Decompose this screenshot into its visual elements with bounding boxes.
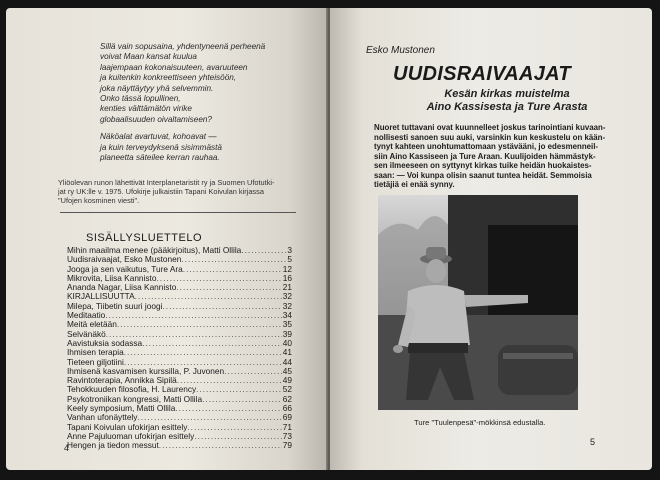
toc-entry-title: Tapani Koivulan ufokirjan esittely [67,421,188,432]
poem-text [100,42,300,163]
toc-leader-dots [181,255,286,264]
toc-entry-page: 35 [282,319,292,330]
poem-line: planeetta säteilee kerran rauhaa. [100,153,220,163]
intro-line: tynyt kahteen unohtumattomaan ystävääni, jo edesmenneil- [374,142,599,151]
toc-entry-title: Aavistuksia sodassa [67,337,143,348]
article-author: Esko Mustonen [366,45,435,56]
toc-entry-title: Meditaatio [67,310,106,321]
toc-entry-title: Mikrovita, Liisa Kannisto [67,272,157,283]
toc-entry-title: Ihmisenä kasvamisen kurssilla, P. Juvonen [67,365,225,376]
toc-leader-dots [105,311,281,320]
toc-entry-page: 71 [282,421,292,432]
poem-line: Näköalat avartuvat, kohoavat — [100,132,217,142]
toc-entry-title: Keely symposium, Matti Ollila [67,403,176,414]
poem-line: globaalisuuden oivaltamiseen? [100,114,212,124]
intro-line: siin Aino Kassiseen ja Ture Araan. Kuulijoiden hämmästyk- [374,151,596,161]
toc-leader-dots [224,367,282,376]
toc-leader-dots [142,339,282,348]
toc-entry-page: 12 [282,263,292,274]
poem-line: Sillä vain sopusaina, yhdentyneenä perheenä [100,42,266,51]
intro-line: nollisesti sanoen suu auki, varsinkin kun keskustelu on kään- [374,132,606,142]
subhead-line: Aino Kassisesta ja Ture Arasta [426,100,588,113]
toc-entry-page: 66 [282,403,292,414]
toc-leader-dots [187,423,281,432]
intro-line: tietäjiä ei enää synny. [374,180,455,189]
photo-caption: Ture "Tuulenpesä"-mökkinsä edustalla. [414,418,546,427]
intro-line: sen ilmeeseen on syttynyt kirkas tuike heidän huokaistes- [374,161,592,170]
article-photo [378,195,578,410]
toc-entry-title: Vanhan ufonäyttely [67,412,138,423]
toc-entry-title: Selvänäkö [67,328,106,339]
toc-entry-page: 32 [282,291,292,302]
toc-leader-dots [162,302,281,311]
toc-leader-dots [196,385,282,394]
toc-leader-dots [124,348,282,357]
section-divider [60,212,296,213]
toc-entry-title: Ravintoterapia, Annikka Sipilä [67,375,177,386]
toc-entry-page: 45 [282,365,292,376]
toc-entry-page: 79 [282,440,292,451]
toc-entry-title: Tehokkuuden filosofia, H. Laurency [67,384,197,395]
toc-entry-page: 52 [282,384,292,395]
poem-line: Onko tässä lopullinen, [100,94,181,104]
toc-entry-page: 3 [287,245,292,255]
toc-leader-dots [183,265,282,274]
page-number-left: 4 [64,443,70,453]
toc-entry-page: 39 [282,328,292,339]
credit-line: "Ufojen kosminen viesti". [58,196,140,205]
poem-line: kenties välttämätön virike [100,104,192,114]
poem-line: laajempaan kokonaisuuteen, avaruuteen [100,62,248,72]
toc-entry [67,441,292,450]
toc-leader-dots [175,404,281,413]
article-intro [374,123,606,190]
toc-entry-page: 49 [282,375,292,386]
toc-entry-title: Milepa, Tiibetin suuri joogi [67,300,163,311]
poem-credit [58,178,298,205]
toc-leader-dots [159,441,282,450]
credit-line: jat ry UK:lle v. 1975. Ufokirje julkaistiin Tapani Koivulan kirjassa [58,187,264,196]
toc-entry-title: KIRJALLISUUTTA [67,291,135,302]
table-of-contents [67,246,292,451]
toc-leader-dots [241,246,286,255]
toc-entry-page: 21 [282,282,292,293]
toc-entry-page: 34 [282,310,292,321]
toc-entry-title: Uudisraivaajat, Esko Mustonen [67,254,182,265]
toc-entry-page: 62 [282,393,292,404]
toc-entry-title: Anne Pajuluoman ufokirjan esittely [67,430,195,441]
toc-entry-title: Jooga ja sen vaikutus, Ture Ara [67,263,183,274]
toc-leader-dots [117,320,282,329]
toc-entry-title: Psykotroniikan kongressi, Matti Ollila [67,393,203,404]
toc-entry-title: Hengen ja tiedon messut [67,440,159,451]
toc-leader-dots [194,432,281,441]
page-number-right: 5 [590,437,596,447]
toc-entry-title: Mihin maailma menee (pääkirjoitus), Matti Ollila [67,245,242,255]
toc-entry-page: 32 [282,300,292,311]
stanza-gap [100,125,300,132]
toc-entry-page: 73 [282,430,292,441]
toc-entry-page: 41 [282,347,292,358]
toc-entry-page: 16 [282,272,292,283]
poem-line: ja kuitenkin konkreettiseen yhteisöön, [100,73,237,83]
toc-entry-page: 40 [282,337,292,348]
article-headline: UUDISRAIVAAJAT [393,63,571,85]
toc-entry-title: Meitä eletään [67,319,117,330]
intro-line: Nuoret tuttavani ovat kuunnelleet joskus tarinointiani kuvaan- [374,123,606,132]
credit-line: Yliöolevan runon lähettivät Interplanetaristit ry ja Suomen Ufotutki- [58,178,275,187]
toc-title: SISÄLLYSLUETTELO [86,232,203,244]
toc-entry-title: Ihmisen terapia [67,347,124,358]
photo-illustration [378,195,578,410]
article-subhead [412,88,602,113]
poem-line: joka näyttäytyy yhä selvemmin. [100,83,214,93]
intro-line: saan: — Voi kunpa olisin saanut tuntea heidät. Semmoisia [374,170,592,180]
toc-entry-title: Tieteen giljotiini [67,356,124,367]
toc-entry-page: 44 [282,356,292,367]
toc-entry-title: Ananda Nagar, Liisa Kannisto [67,282,177,293]
toc-leader-dots [176,283,281,292]
toc-entry-page: 69 [282,412,292,423]
poem-line: voivat Maan kansat kuulua [100,52,197,62]
toc-entry-page: 5 [287,254,292,265]
toc-leader-dots [202,395,282,404]
poem-line: ja kuin terveydyksenä sisimmästä [100,142,222,152]
subhead-line: Kesän kirkas muistelma [444,88,570,100]
